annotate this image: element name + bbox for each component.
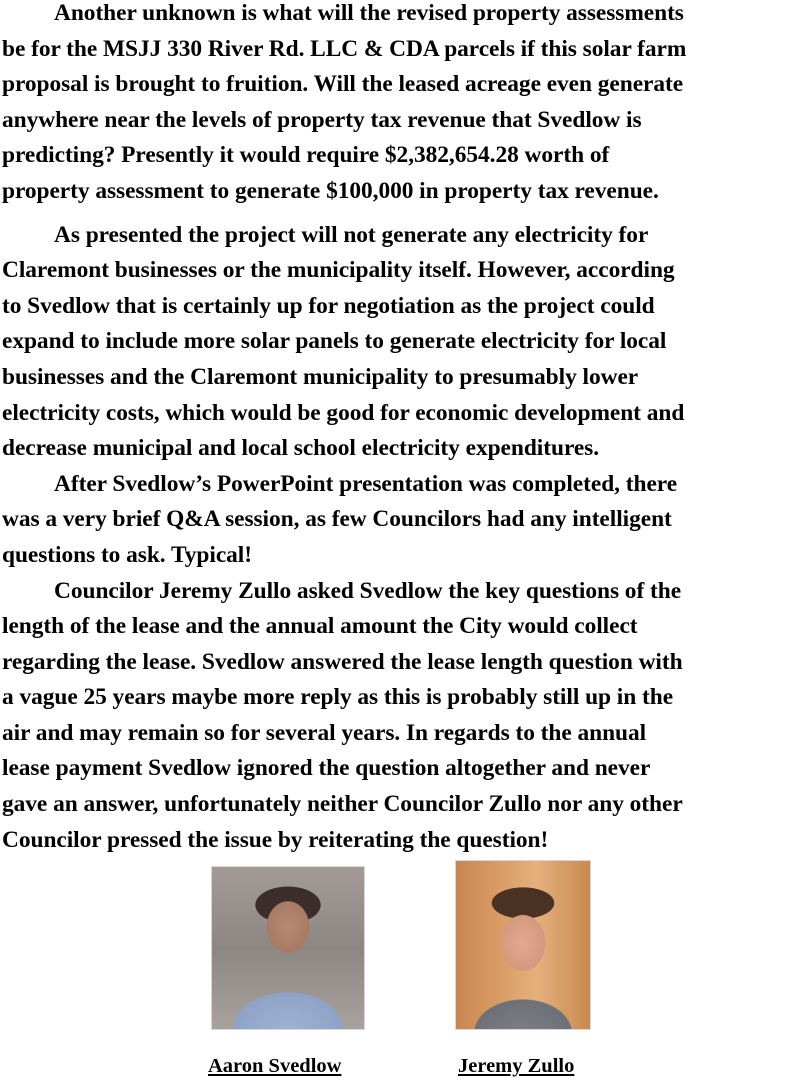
photo-aaron-svedlow (211, 866, 365, 1030)
article-body (2, 0, 790, 858)
paragraph-electricity: As presented the project will not generate any electricity for Claremont businesses or the municipality itself. However, according to Svedlow that is certainly up for negotiation as the project could expand to include more solar panels to generate electricity for local businesses and the Claremont municipality to presumably lower electricity costs, which would be good for economic development and decrease municipal and local school electricity expenditures. (2, 221, 685, 462)
caption-aaron-svedlow: Aaron Svedlow (208, 1055, 342, 1077)
caption-jeremy-zullo: Jeremy Zullo (458, 1055, 575, 1077)
paragraph-qa-session: After Svedlow’s PowerPoint presentation was completed, there was a very brief Q&A session, as few Councilors had any intelligent questions to ask. Typical! (2, 470, 678, 568)
paragraph-lease-questions: Councilor Jeremy Zullo asked Svedlow the key questions of the length of the lease and the annual amount the City would collect regarding the lease. Svedlow answered the lease length question with a vague 25 years maybe more reply as this is probably still up in the air and may remain so for several years. In regards to the annual lease payment Svedlow ignored the question altogether and never gave an answer, unfortunately neither Councilor Zullo nor any other Councilor pressed the issue by reiterating the question! (2, 577, 683, 853)
photo-jeremy-zullo (455, 860, 591, 1030)
paragraph-property-assessments: Another unknown is what will the revised property assessments be for the MSJJ 330 River Rd. LLC & CDA parcels if this solar farm proposal is brought to fruition. Will the leased acreage even generate anywhere near the levels of property tax revenue that Svedlow is predicting? Presently it would require $2,382,654.28 worth of property assessment to generate $100,000 in property tax revenue. (2, 0, 687, 204)
